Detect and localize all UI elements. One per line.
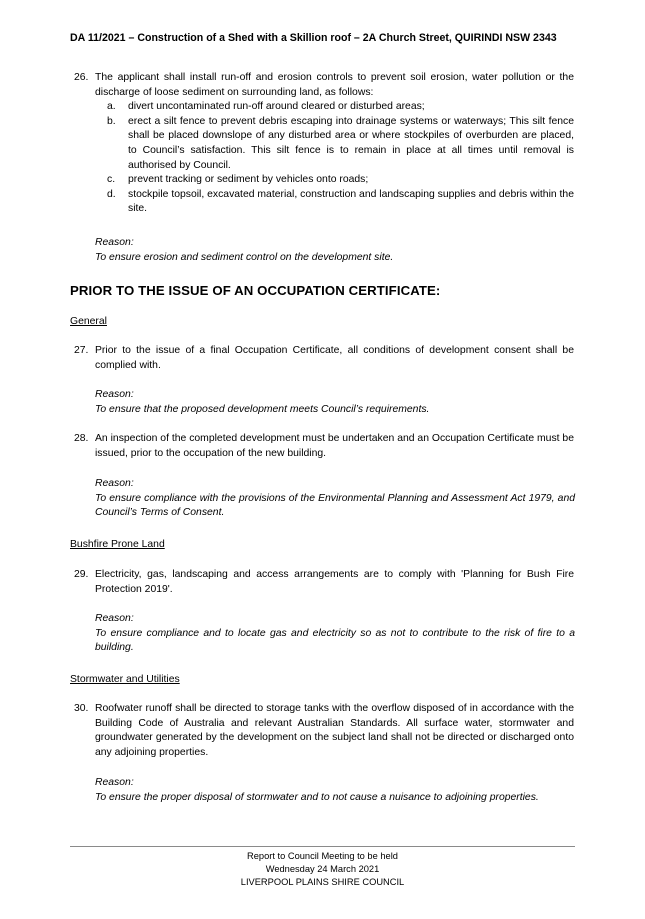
- sublist-letter: a.: [107, 101, 116, 113]
- subheading-stormwater: Stormwater and Utilities: [70, 674, 180, 685]
- reason-label: Reason:: [95, 613, 134, 624]
- reason-block: [95, 388, 575, 417]
- sublist-text: divert uncontaminated run-off around cleared or disturbed areas;: [128, 101, 425, 113]
- condition-28: [74, 432, 574, 461]
- condition-29: [74, 568, 574, 597]
- reason-text: To ensure compliance and to locate gas and electricity so as not to contribute to the risk of fire to a building.: [95, 627, 575, 654]
- reason-block: [95, 236, 575, 265]
- reason-label: Reason:: [95, 237, 134, 248]
- sublist-text: stockpile topsoil, excavated material, construction and landscaping supplies and debris within the site.: [128, 188, 574, 215]
- sublist-item: [107, 100, 574, 115]
- condition-number: 26.: [74, 72, 89, 83]
- condition-30: [74, 702, 574, 760]
- sublist-item: [107, 115, 574, 173]
- reason-label: Reason:: [95, 777, 134, 788]
- sublist-item: [107, 173, 574, 188]
- reason-label: Reason:: [95, 389, 134, 400]
- reason-label: Reason:: [95, 478, 134, 489]
- sublist-letter: b.: [107, 115, 116, 127]
- subheading-bushfire: Bushfire Prone Land: [70, 539, 165, 550]
- subheading-general: General: [70, 316, 107, 327]
- reason-block: [95, 612, 575, 656]
- condition-number: 27.: [74, 345, 89, 356]
- reason-text: To ensure the proper disposal of stormwater and to not cause a nuisance to adjoining properties.: [95, 791, 539, 803]
- page-footer: [70, 850, 575, 890]
- reason-text: To ensure erosion and sediment control on the development site.: [95, 251, 394, 263]
- reason-text: To ensure that the proposed development meets Council’s requirements.: [95, 403, 430, 415]
- sublist-text: erect a silt fence to prevent debris escaping into drainage systems or waterways; This silt fence shall be placed downslope of any disturbed area or where stockpiles of overburden are placed, to Council’s satisfaction. This silt fence is to remain in place at all times until removal is authorised by Council.: [128, 115, 574, 171]
- condition-number: 28.: [74, 433, 89, 444]
- reason-block: [95, 477, 575, 521]
- sublist-text: prevent tracking or sediment by vehicles onto roads;: [128, 174, 369, 186]
- reason-text: To ensure compliance with the provisions of the Environmental Planning and Assessment Act 1979, and Council’s Terms of Consent.: [95, 492, 575, 519]
- condition-number: 29.: [74, 569, 89, 580]
- page-header-title: DA 11/2021 – Construction of a Shed with a Skillion roof – 2A Church Street, QUIRINDI NSW 2343: [70, 32, 557, 44]
- footer-line: LIVERPOOL PLAINS SHIRE COUNCIL: [240, 877, 405, 888]
- condition-text: The applicant shall install run-off and erosion controls to prevent soil erosion, water pollution or the discharge of loose sediment on surrounding land, as follows:: [95, 72, 574, 98]
- condition-27: [74, 344, 574, 373]
- condition-text: Prior to the issue of a final Occupation Certificate, all conditions of development consent shall be complied with.: [95, 345, 574, 371]
- sublist-letter: c.: [107, 174, 116, 186]
- section-heading: PRIOR TO THE ISSUE OF AN OCCUPATION CERTIFICATE:: [70, 283, 441, 298]
- condition-text: Roofwater runoff shall be directed to storage tanks with the overflow disposed of in accordance with the Building Code of Australia and relevant Australian Standards. All surface water, stormwater and groundwater generated by the development on the subject land shall not be directed or discharged onto any adjoining properties.: [95, 703, 574, 758]
- condition-text: An inspection of the completed development must be undertaken and an Occupation Certificate must be issued, prior to the occupation of the new building.: [95, 433, 574, 459]
- footer-line: Report to Council Meeting to be held: [247, 851, 398, 861]
- condition-26: [74, 71, 574, 217]
- condition-number: 30.: [74, 703, 89, 714]
- reason-block: [95, 776, 575, 805]
- condition-text: Electricity, gas, landscaping and access arrangements are to comply with 'Planning for Bush Fire Protection 2019'.: [95, 569, 574, 595]
- footer-line: Wednesday 24 March 2021: [265, 864, 380, 875]
- sublist-item: [107, 188, 574, 217]
- sublist-letter: d.: [107, 188, 116, 200]
- condition-sublist: [95, 100, 574, 217]
- footer-divider: [70, 846, 575, 847]
